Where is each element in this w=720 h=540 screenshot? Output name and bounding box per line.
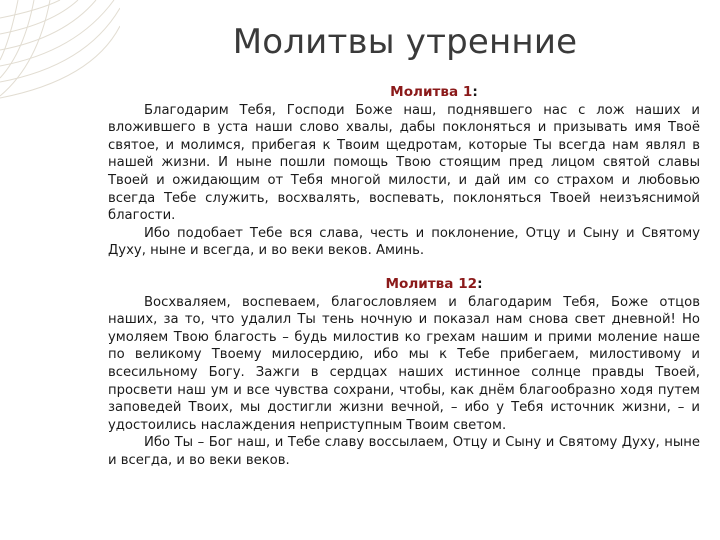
prayer-12-paragraph-2: Ибо Ты – Бог наш, и Тебе славу воссылаем, Отцу и Сыну и Святому Духу, ныне и всегда, и во веки веков. — [108, 435, 700, 468]
prayer-1-paragraph-1: Благодарим Тебя, Господи Боже наш, поднявшего нас с лож наших и вложившего в уста наши слово хвалы, дабы поклоняться и призывать имя Твоё святое, и молимся, прибегая к Твоим щедротам, которые Ты всегда нам являл в нашей жизни. И ныне пошли помощь Твою стоящим пред лицом святой славы Твоей и ожидающим от Тебя многой милости, и дай им со страхом и любовью всегда Тебе служить, восхвалять, воспевать, поклоняться Твоей неизъяснимой благости. — [108, 102, 700, 224]
prayer-1-heading — [108, 84, 700, 102]
prayer-1-heading-text: Молитва 1 — [390, 84, 473, 100]
prayer-1-paragraph-2: Ибо подобает Тебе вся слава, честь и поклонение, Отцу и Сыну и Святому Духу, ныне и всегда, и во веки веков. Аминь. — [108, 225, 700, 259]
slide-title: Молитвы утренние — [232, 22, 578, 62]
prayer-12-heading-text: Молитва 12 — [385, 275, 478, 292]
prayer-1-heading-colon: : — [472, 84, 478, 100]
prayer-12-heading-colon: : — [477, 275, 483, 292]
prayers-content — [108, 84, 700, 469]
prayer-12-heading — [108, 276, 700, 294]
prayer-12-paragraph-1: Восхваляем, воспеваем, благословляем и благодарим Тебя, Боже отцов наших, за то, что удалил Ты тень ночную и показал нам снова свет дневной! Но умоляем Твою благость – будь милостив ко грехам нашим и прими моление наше по великому Твоему милосердию, ибо мы к Тебе прибегаем, милостивому и всесильному Богу. Зажги в сердцах наших истинное солнце правды Твоей, просвети наш ум и все чувства сохрани, чтобы, как днём благообразно ходя путем заповедей Твоих, мы достигли жизни вечной, – ибо у Тебя источник жизни, – и удостоились наслаждения неприступным Твоим светом. — [108, 294, 700, 433]
